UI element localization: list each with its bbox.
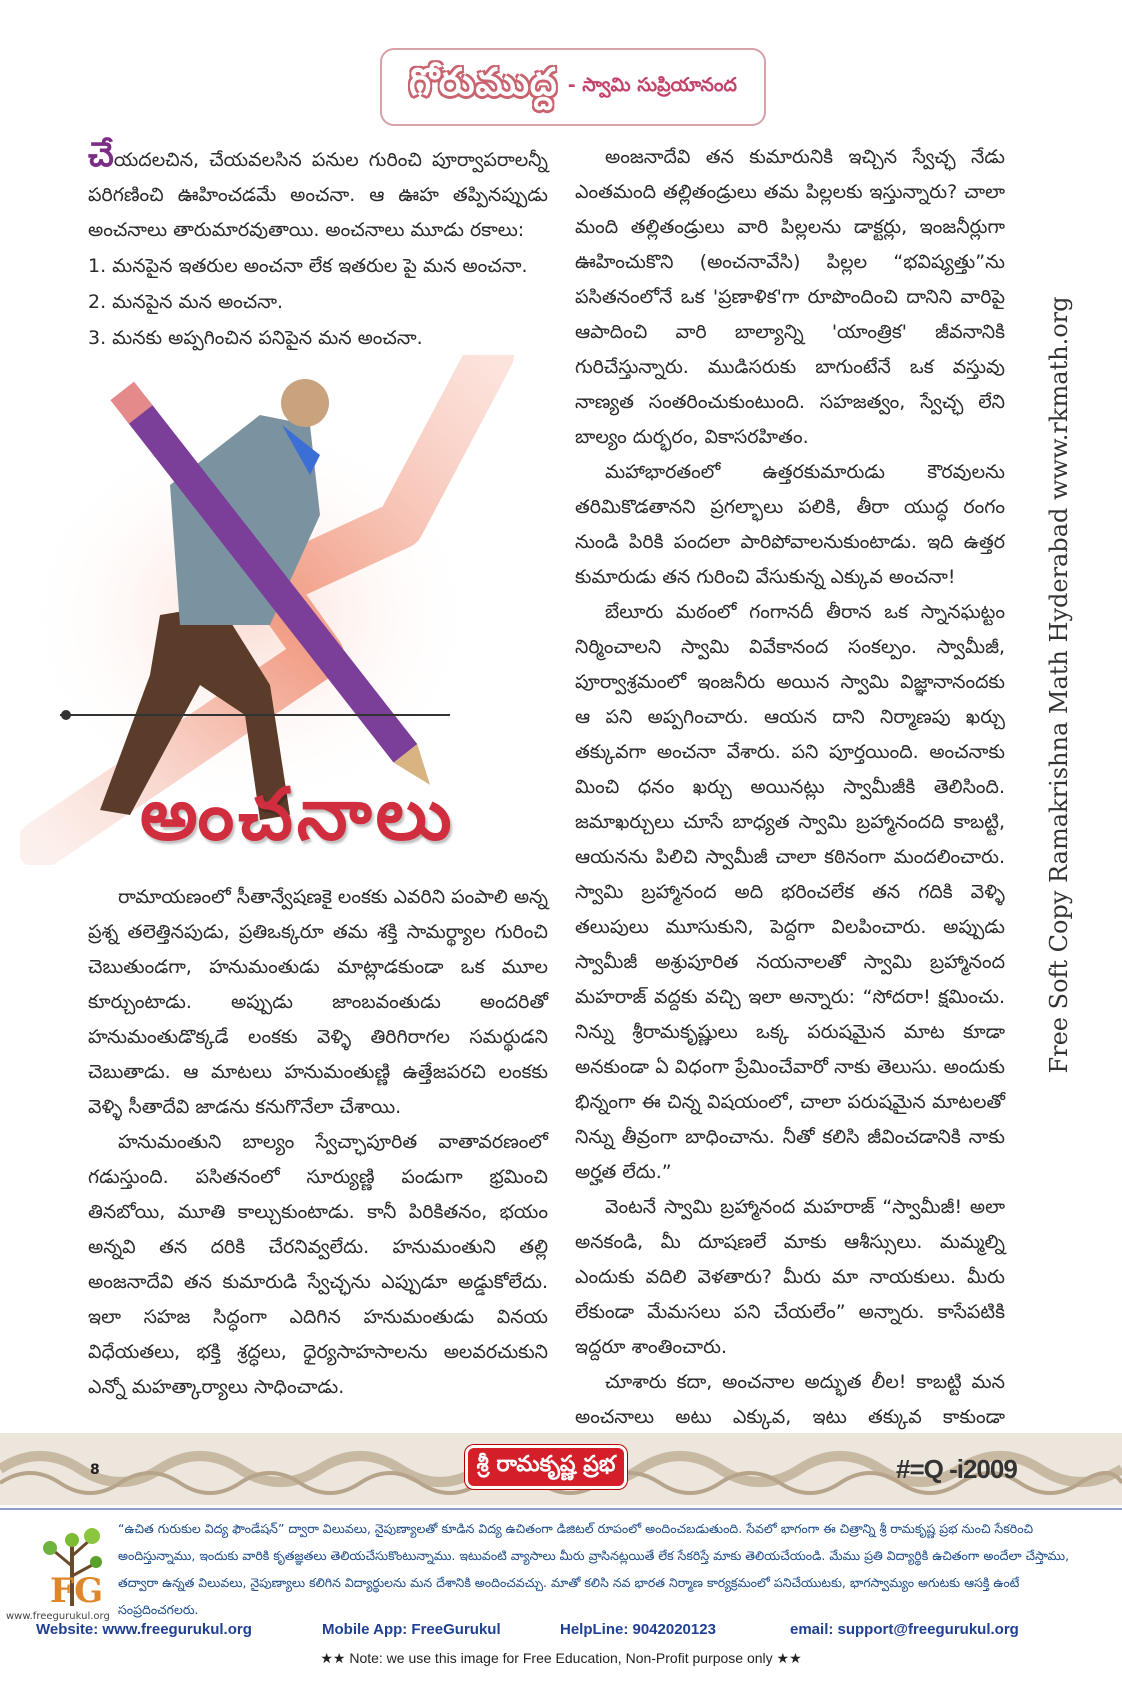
helpline-number[interactable]: HelpLine: 9042020123	[560, 1621, 716, 1638]
intro-section	[88, 135, 548, 356]
conclusion-paragraph: చూశారు కదా, అంచనాల అద్భుత లీల! కాబట్టి మన అంచనాలు అటు ఎక్కువ, ఇటు తక్కువ కాకుండా	[575, 1371, 1005, 1428]
email-link[interactable]: email: support@freegurukul.org	[790, 1621, 1019, 1638]
website-link[interactable]: Website: www.freegurukul.org	[36, 1621, 252, 1638]
list-item: 3. మనకు అప్పగించిన పనిపైన మన అంచనా.	[88, 327, 423, 349]
drop-cap: చే	[88, 135, 114, 175]
list-item: 1. మనపైన ఇతరుల అంచనా లేక ఇతరుల పై మన అంచనా.	[88, 255, 528, 277]
hanuman-paragraph: హనుమంతుని బాల్యం స్వేచ్ఛాపూరిత వాతావరణంలో గడుస్తుంది. పసితనంలో సూర్యుణ్ణి పండుగా భ్రమించి తినబోయి, మూతి కాల్చుకుంటాడు. కానీ పిరికితనం, భయం అన్నవి తన దరికి చేరనివ్వలేదు. హనుమంతుని తల్లి అంజనాదేవి తన కుమారుడి స్వేచ్ఛను ఎప్పుడూ అడ్డుకోలేదు. ఇలా సహజ సిద్ధంగా ఎదిగిన హనుమంతుడు వినయ విధేయతలు, భక్తి శ్రద్ధలు, ధైర్యసాహసాలను అలవరచుకుని ఎన్నో మహత్కార్యాలు సాధించాడు.	[88, 1131, 548, 1398]
author-name: - స్వామి సుప్రియానంద	[567, 73, 737, 96]
contact-bar	[0, 1621, 1122, 1645]
credits-text: “ఉచిత గురుకుల విద్య ఫౌండేషన్” ద్వారా విలువలు, నైపుణ్యాలతో కూడిన విద్య ఉచితంగా డిజిటల్ రూపంలో అందించబడుతుంది. సేవలో భాగంగా ఈ చిత్రాన్ని శ్రీ రామకృష్ణ ప్రభ నుంచి సేకరించి అందిస్తున్నాము, ఇందుకు వారికి కృతజ్ఞతలు తెలియచేసుకొంటున్నాము. ఇటువంటి వ్యాసాలు మీరు వ్రాసినట్లయితే లేక సేకరిస్తే మాకు తెలియచేయండి. మేము ప్రతి విద్యార్థికి ఉచితంగా అందేలా చేస్తాము, తద్వారా ఉన్నత విలువలు, నైపుణ్యాలు కలిగిన విద్యార్థులను మన దేశానికి అందించవచ్చు. మాతో కలిసి నవ భారత నిర్మాణ కార్యక్రమంలో పనిచేయుటకు, భాగస్వామ్యం అగుటకు ఆసక్తి ఉంటే సంప్రదించగలరు.	[118, 1521, 1070, 1617]
watermark	[1045, 296, 1073, 1074]
belur-paragraph: బేలూరు మఠంలో గంగానదీ తీరాన ఒక స్నానఘట్టం నిర్మించాలని స్వామి వివేకానంద సంకల్పం. స్వామీజీ, పూర్వాశ్రమంలో ఇంజనీరు అయిన స్వామి విజ్ఞానానందకు ఆ పని అప్పగించారు. ఆయన దాని నిర్మాణపు ఖర్చు తక్కువగా అంచనా వేశారు. పని పూర్తయింది. అంచనాకు మించి ధనం ఖర్చు అయినట్లు స్వామీజీకి తెలిసింది. జమాఖర్చులు చూసే బాధ్యత స్వామి బ్రహ్మానందది కాబట్టి, ఆయనను పిలిచి స్వామీజీ చాలా కఠినంగా మందలించారు. స్వామి బ్రహ్మానంద అది భరించలేక తన గదికి వెళ్ళి తలుపులు మూసుకుని, పెద్దగా విలపించారు. అప్పుడు స్వామీజీ అశ్రుపూరిత నయనాలతో స్వామి బ్రహ్మానంద మహరాజ్ వద్దకు వచ్చి ఇలా అన్నారు: “సోదరా! క్షమించు. నిన్ను శ్రీరామకృష్ణులు ఒక్క పరుషమైన మాట కూడా అనకుండా ఏ విధంగా ప్రేమించేవారో నాకు తెలుసు. అందుకు భిన్నంగా ఈ చిన్న విషయంలో, చాలా పరుషమైన మాటలతో నిన్ను తీవ్రంగా బాధించాను. నీతో కలిసి జీవించడానికి నాకు అర్హత లేదు.”	[575, 601, 1005, 1183]
magazine-name-badge: శ్రీ రామకృష్ణ ప్రభ	[468, 1448, 624, 1486]
column-one-bottom	[88, 880, 548, 1405]
man-head	[281, 379, 329, 427]
intro-text: యదలచిన, చేయవలసిన పనుల గురించి పూర్వాపరాలన్నీ పరిగణించి ఊహించడమే అంచనా. ఆ ఊహ తప్పినప్పుడు అంచనాలు తారుమారవుతాయి. అంచనాలు మూడు రకాలు:	[88, 149, 548, 241]
mahabharata-paragraph: మహాభారతంలో ఉత్తరకుమారుడు కౌరవులను తరిమికొడతానని ప్రగల్భాలు పలికి, తీరా యుద్ధ రంగం నుండి పిరికి పందలా పారిపోవాలనుకుంటాడు. ఇది ఉత్తర కుమారుడు తన గురించి వేసుకున్న ఎక్కువ అంచనా!	[575, 461, 1005, 588]
baseline-dot	[61, 710, 71, 720]
list-item: 2. మనపైన మన అంచనా.	[88, 291, 284, 313]
column-header	[380, 48, 766, 126]
column-two	[575, 140, 1005, 1470]
illustration-title: అంచనాలు	[140, 772, 456, 856]
types-list	[88, 248, 548, 356]
anjanadevi-paragraph: అంజనాదేవి తన కుమారునికి ఇచ్చిన స్వేచ్ఛ నేడు ఎంతమంది తల్లితండ్రులు తమ పిల్లలకు ఇస్తున్నారు? చాలా మంది తల్లితండ్రులు వారి పిల్లలను డాక్టర్లు, ఇంజనీర్లుగా ఊహించుకొని (అంచనావేసి) పిల్లల “భవిష్యత్తు”ను పసితనంలోనే ఒక 'ప్రణాళిక'గా రూపొందించి దానిని వారిపై ఆపాదించి వారి బాల్యాన్ని 'యాంత్రిక' జీవనానికి గురిచేస్తున్నారు. ముడిసరుకు బాగుంటేనే ఒక వస్తువు నాణ్యత సంతరించుకుంటుంది. సహజత్వం, స్వేచ్ఛ లేని బాల్యం దుర్భరం, వికాసరహితం.	[575, 146, 1005, 448]
issue-label: #=Q -i2009	[896, 1454, 1017, 1484]
watermark-text: Free Soft Copy Ramakrishna Math Hyderabad www.rkmath.org	[1045, 296, 1073, 1074]
freegurukul-logo	[24, 1516, 124, 1610]
brahmananda-paragraph: వెంటనే స్వామి బ్రహ్మానంద మహరాజ్ “స్వామీజీ! అలా అనకండి, మీ దూషణలే మాకు ఆశీస్సులు. మమ్మల్ని ఎందుకు వదిలి వెళతారు? మీరు మా నాయకులు. మీరు లేకుండా మేమసలు పని చేయలేం” అన్నారు. కాసేపటికి ఇద్దరూ శాంతించారు.	[575, 1196, 1005, 1358]
svg-text:FG: FG	[50, 1571, 104, 1610]
logo-url: www.freegurukul.org	[6, 1611, 110, 1622]
credits-divider	[0, 1508, 1122, 1510]
column-title: గోరుముద్ద	[409, 60, 558, 104]
intro-paragraph	[88, 135, 548, 248]
usage-note: ★★ Note: we use this image for Free Education, Non-Profit purpose only ★★	[320, 1650, 802, 1666]
mobile-app-link[interactable]: Mobile App: FreeGurukul	[322, 1621, 501, 1638]
page-number: 8	[90, 1462, 100, 1478]
ramayana-paragraph: రామాయణంలో సీతాన్వేషణకై లంకకు ఎవరిని పంపాలి అన్న ప్రశ్న తలెత్తినపుడు, ప్రతిఒక్కరూ తమ శక్తి సామర్థ్యాల గురించి చెబుతుండగా, హనుమంతుడు మాట్లాడకుండా ఒక మూల కూర్చుంటాడు. అప్పుడు జాంబవంతుడు అందరితో హనుమంతుడొక్కడే లంకకు వెళ్ళి తిరిగిరాగల సమర్థుడని చెబుతాడు. ఆ మాటలు హనుమంతుణ్ణి ఉత్తేజపరచి లంకకు వెళ్ళి సీతాదేవి జాడను కనుగొనేలా చేశాయి.	[88, 886, 548, 1118]
